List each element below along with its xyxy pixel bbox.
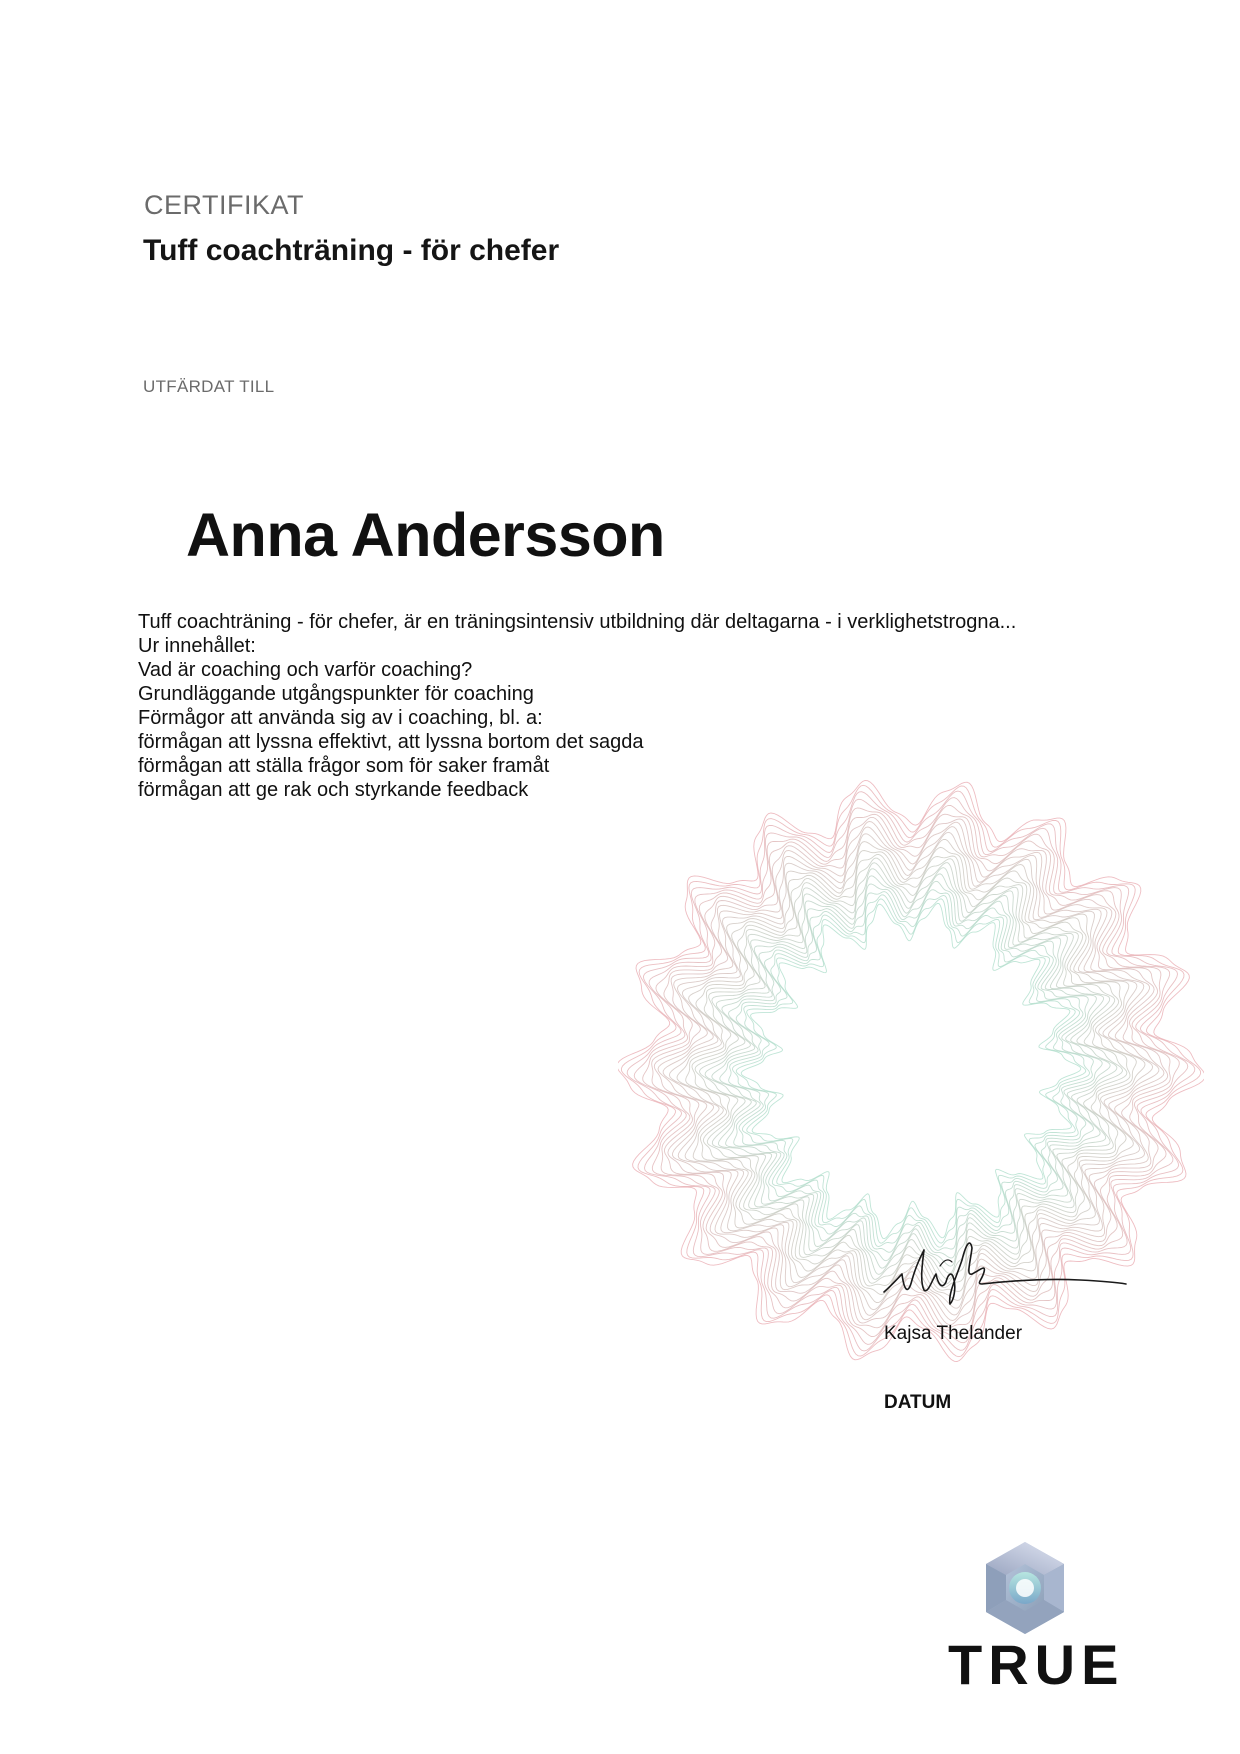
recipient-name: Anna Andersson bbox=[186, 501, 665, 569]
description-line: Vad är coaching och varför coaching? bbox=[138, 659, 473, 681]
certificate-label: CERTIFIKAT bbox=[144, 190, 305, 220]
course-description bbox=[138, 610, 1098, 802]
issued-to-label: UTFÄRDAT TILL bbox=[143, 377, 275, 396]
description-line: Grundläggande utgångspunkter för coaching bbox=[138, 683, 534, 705]
true-hexagon-logo-icon bbox=[982, 1540, 1068, 1638]
description-line: förmågan att ge rak och styrkande feedback bbox=[138, 779, 529, 801]
description-line: förmågan att lyssna effektivt, att lyssna bortom det sagda bbox=[138, 731, 644, 753]
date-label: DATUM bbox=[884, 1392, 952, 1413]
description-line: förmågan att ställa frågor som för saker framåt bbox=[138, 755, 550, 777]
description-line: Förmågor att använda sig av i coaching, bl. a: bbox=[138, 707, 543, 729]
brand-logo-text: TRUE bbox=[948, 1633, 1125, 1696]
handwritten-signature-icon bbox=[880, 1230, 1130, 1310]
signer-name: Kajsa Thelander bbox=[884, 1323, 1023, 1344]
description-line: Ur innehållet: bbox=[138, 635, 256, 657]
description-line: Tuff coachträning - för chefer, är en träningsintensiv utbildning där deltagarna - i verklighetstrogna... bbox=[138, 611, 1017, 633]
course-title: Tuff coachträning - för chefer bbox=[143, 234, 560, 267]
